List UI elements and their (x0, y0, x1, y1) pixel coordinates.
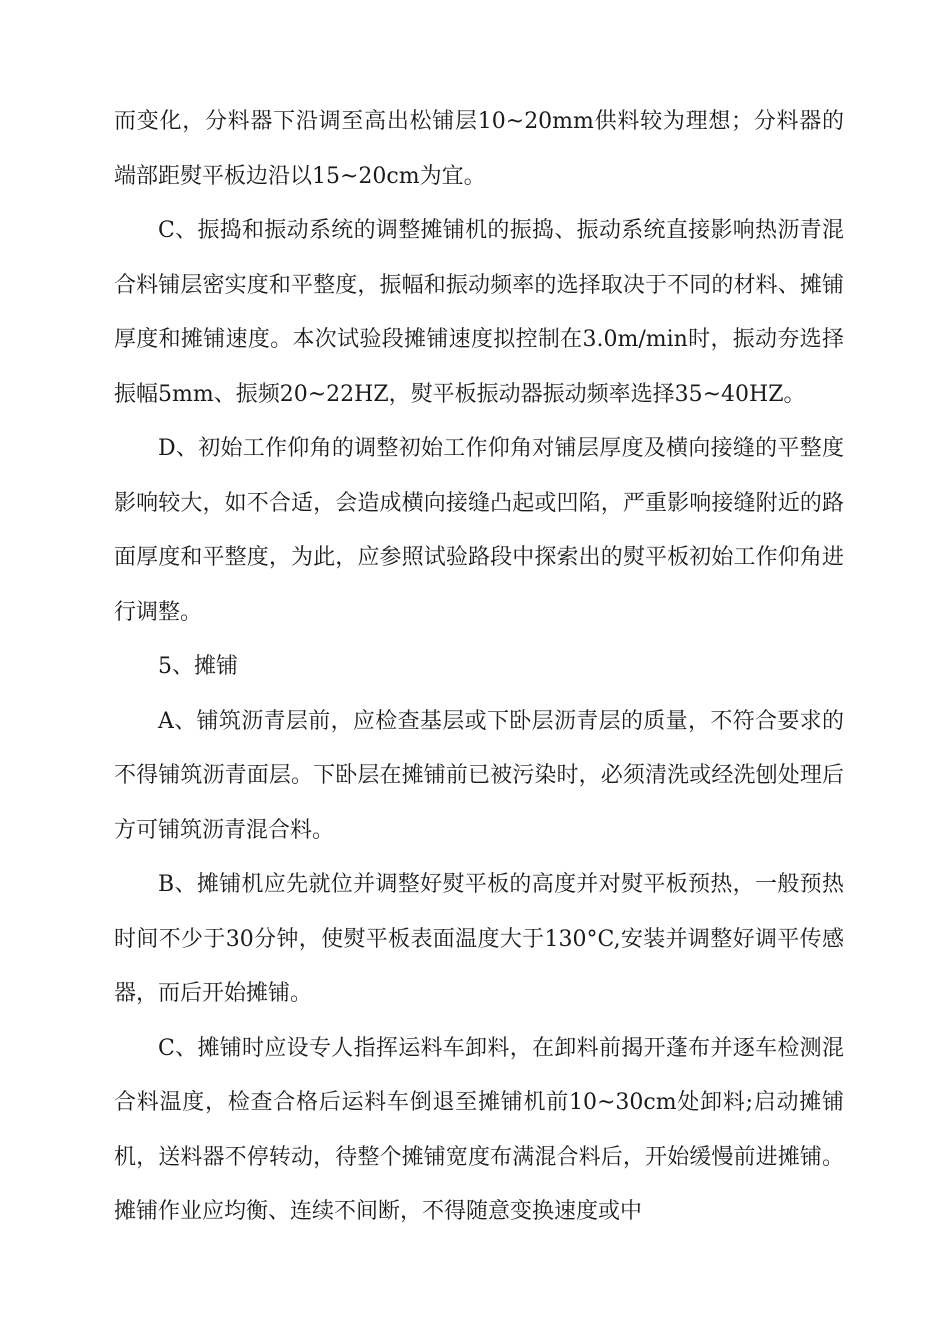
paragraph-vibration-system: C、振捣和振动系统的调整摊铺机的振捣、振动系统直接影响热沥青混合料铺层密实度和平整度，振幅和振动频率的选择取决于不同的材料、摊铺厚度和摊铺速度。本次试验段摊铺速度拟控制在3.0m/min时，振动夯选择振幅5mm、振频20~22HZ，熨平板振动器振动频率选择35~40HZ。 (114, 218, 844, 407)
paragraph-screed-preheat: B、摊铺机应先就位并调整好熨平板的高度并对熨平板预热，一般预热时间不少于30分钟，使熨平板表面温度大于130°C,安装并调整好调平传感器，而后开始摊铺。 (114, 872, 844, 1006)
paragraph-initial-angle: D、初始工作仰角的调整初始工作仰角对铺层厚度及横向接缝的平整度影响较大，如不合适，会造成横向接缝凸起或凹陷，严重影响接缝附近的路面厚度和平整度，为此，应参照试验路段中探索出的熨平板初始工作仰角进行调整。 (114, 436, 844, 625)
paragraph-base-check: A、铺筑沥青层前，应检查基层或下卧层沥青层的质量，不符合要求的不得铺筑沥青面层。下卧层在摊铺前已被污染时，必须清洗或经洗刨处理后方可铺筑沥青混合料。 (114, 708, 844, 843)
paragraph-distributor-height: 而变化，分料器下沿调至高出松铺层10~20mm供料较为理想；分料器的端部距熨平板边沿以15~20cm为宜。 (114, 109, 844, 189)
document-body (114, 95, 844, 1240)
section-heading-paving: 5、摊铺 (158, 654, 238, 679)
paragraph-unloading: C、摊铺时应设专人指挥运料车卸料，在卸料前揭开蓬布并逐车检测混合料温度，检查合格后运料车倒退至摊铺机前10~30cm处卸料;启动摊铺机，送料器不停转动，待整个摊铺宽度布满混合料后，开始缓慢前进摊铺。摊铺作业应均衡、连续不间断，不得随意变换速度或中 (114, 1035, 844, 1224)
